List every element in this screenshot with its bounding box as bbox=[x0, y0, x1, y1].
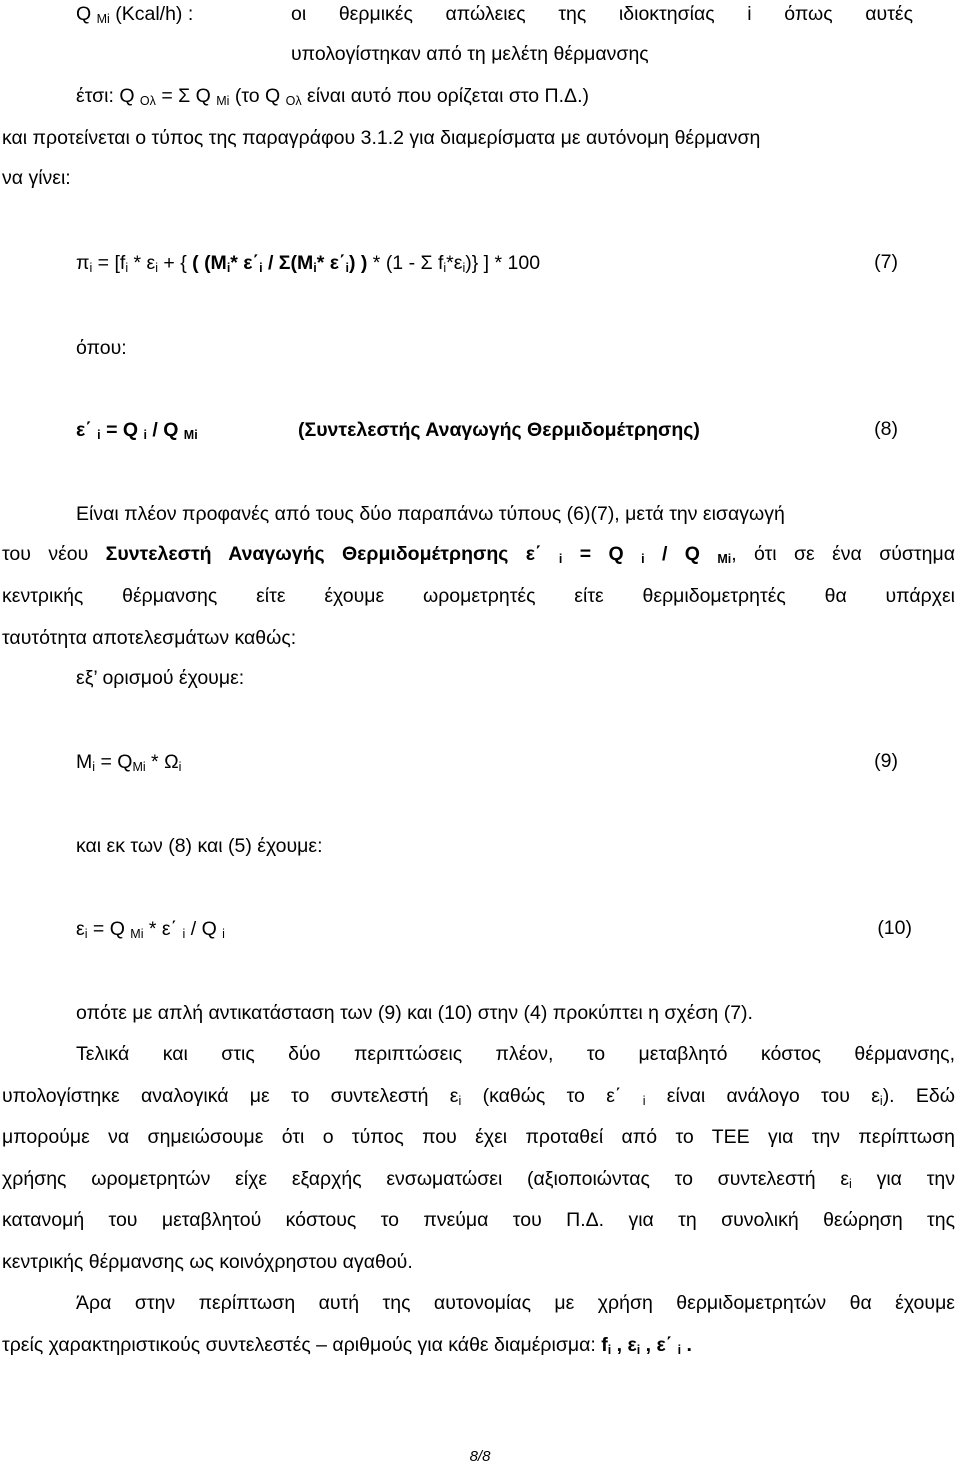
paragraph-line: κεντρικής θέρμανσης ως κοινόχρηστου αγαθού. bbox=[2, 1251, 413, 1273]
paragraph-line: οπότε με απλή αντικατάσταση των (9) και (10) στην (4) προκύπτει η σχέση (7). bbox=[76, 1002, 753, 1024]
page-number: 8/8 bbox=[469, 1448, 491, 1465]
q-total-definition: έτσι: Q $_{O\lambda}$ = Σ Q $_{Mi}$ (το Q $_{O\lambda}$ είναι αυτό που ορίζεται στο Π.Δ.) bbox=[76, 85, 589, 108]
equation-9 bbox=[76, 750, 898, 774]
paragraph-line: Άρα στην περίπτωση αυτή της αυτονομίας με χρήση θερμιδομετρητών θα έχουμε bbox=[76, 1292, 955, 1314]
paragraph-line: τρείς χαρακτηριστικούς συντελεστές – αριθμούς για κάθε διαμέρισμα: $f_i$ , $\varepsilon_i$ , ε΄ $_i$ . bbox=[2, 1334, 692, 1357]
paragraph-line: κεντρικής θέρμανσης είτε έχουμε ωρομετρητές είτε θερμιδομετρητές θα υπάρχει bbox=[2, 585, 955, 607]
equation-10-formula: $\varepsilon_i = Q$ $_{Mi}$ * ε΄ $_i$ / Q $_i$ bbox=[76, 918, 225, 941]
equation-8-number: (8) bbox=[874, 418, 898, 440]
q-mi-description-line1: οι θερμικές απώλειες της ιδιοκτησίας i όπως αυτές bbox=[291, 3, 913, 25]
equation-8-formula: ε΄ $_i$ = Q $_i$ / Q $_{Mi}$ bbox=[76, 419, 198, 442]
q-mi-label: Q $_{Mi}$ (Kcal/h) : bbox=[76, 3, 194, 26]
proposal-text-line: να γίνει: bbox=[2, 167, 71, 189]
paragraph-line: Τελικά και στις δύο περιπτώσεις πλέον, το μεταβλητό κόστος θέρμανσης, bbox=[76, 1043, 955, 1065]
proposal-text-line: και προτείνεται ο τύπος της παραγράφου 3.1.2 για διαμερίσματα με αυτόνομη θέρμανση bbox=[2, 127, 761, 149]
equation-7-formula: $\pi_i = [f_i * \varepsilon_i$ + { ( ($M_i*$ $\varepsilon΄_i / \Sigma(M_i*$ $\varepsilon΄_i$) ) * (1 - Σ $f_i*\varepsilon_i$)} ] * 100 bbox=[76, 252, 541, 275]
paragraph-line: κατανομή του μεταβλητού κόστους το πνεύμα του Π.Δ. για τη συνολική θεώρηση της bbox=[2, 1209, 955, 1231]
paragraph-line: εξ’ ορισμού έχουμε: bbox=[76, 667, 245, 689]
equation-8 bbox=[76, 418, 898, 442]
equation-7 bbox=[76, 251, 898, 275]
derivation-text: και εκ των (8) και (5) έχουμε: bbox=[76, 835, 323, 857]
equation-9-formula: $M_i = Q_{Mi} * \Omega_i$ bbox=[76, 751, 182, 774]
paragraph-line: υπολογίστηκε αναλογικά με το συντελεστή $\varepsilon_i$ (καθώς το ε΄ $_i$ είναι ανάλογο του $\varepsilon_i$). Εδώ bbox=[2, 1085, 955, 1108]
equation-10 bbox=[76, 917, 912, 941]
paragraph-line: ταυτότητα αποτελεσμάτων καθώς: bbox=[2, 627, 297, 649]
where-label: όπου: bbox=[76, 337, 127, 359]
paragraph-line: Είναι πλέον προφανές από τους δύο παραπάνω τύπους (6)(7), μετά την εισαγωγή bbox=[76, 503, 785, 525]
equation-8-description: (Συντελεστής Αναγωγής Θερμιδομέτρησης) bbox=[298, 419, 700, 441]
equation-9-number: (9) bbox=[874, 750, 898, 772]
q-mi-description-line2: υπολογίστηκαν από τη μελέτη θέρμανσης bbox=[291, 43, 649, 65]
equation-7-number: (7) bbox=[874, 251, 898, 273]
paragraph-line: του νέου Συντελεστή Αναγωγής Θερμιδομέτρησης ε΄ $_i$ = Q $_i$ / Q $_{Mi}$, ότι σε ένα σύστημα bbox=[2, 543, 955, 566]
equation-10-number: (10) bbox=[877, 917, 912, 939]
paragraph-line: χρήσης ωρομετρητών είχε εξαρχής ενσωματώσει (αξιοποιώντας το συντελεστή $\varepsilon_i$ για την bbox=[2, 1168, 955, 1191]
paragraph-line: μπορούμε να σημειώσουμε ότι ο τύπος που έχει προταθεί από το ΤΕΕ για την περίπτωση bbox=[2, 1126, 955, 1148]
